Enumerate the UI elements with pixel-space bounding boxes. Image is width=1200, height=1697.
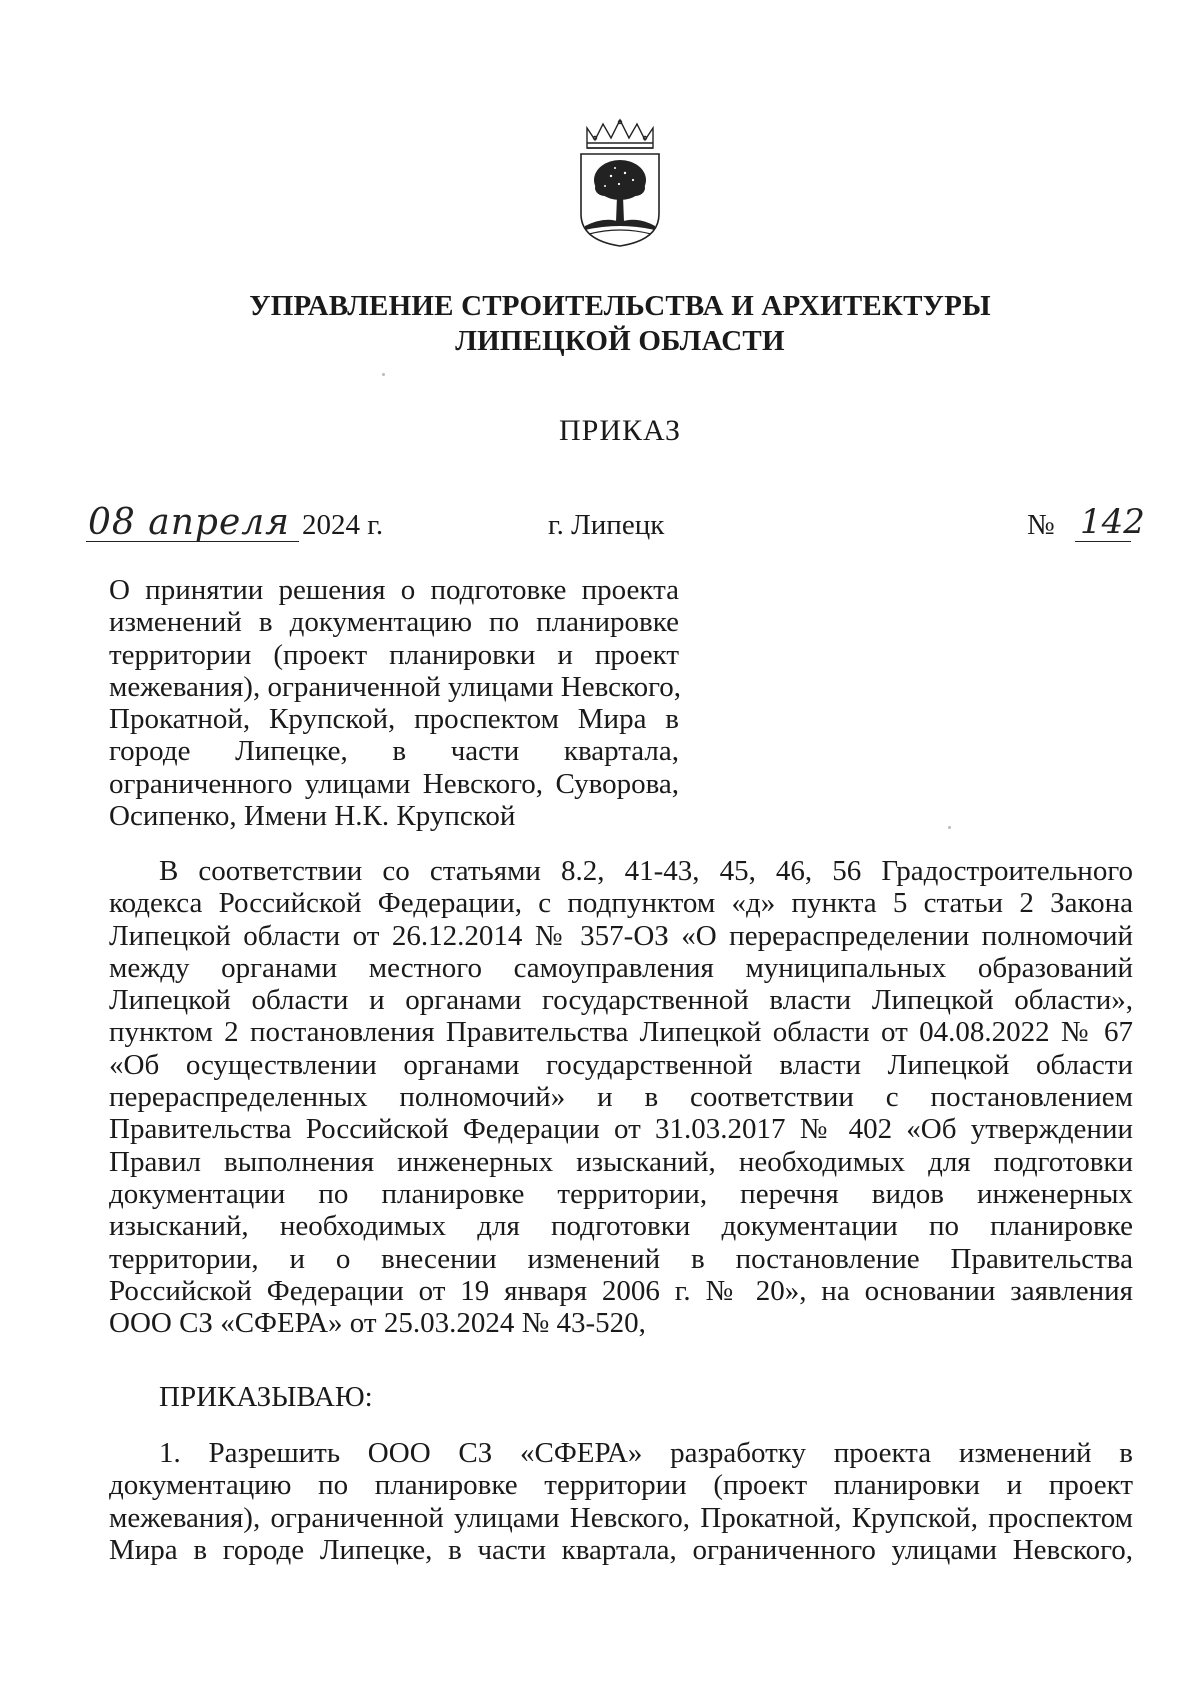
- handwritten-document-number: 142: [1080, 502, 1145, 542]
- document-year: 2024 г.: [302, 509, 384, 541]
- document-type-title: ПРИКАЗ: [559, 414, 681, 447]
- subject-line: территории (проект планировки и проект: [109, 638, 679, 671]
- subject-line: ограниченного улицами Невского, Суворова,: [109, 767, 679, 800]
- scan-speck: [382, 373, 385, 376]
- preamble-line: изысканий, необходимых для подготовки документации по планировке: [109, 1210, 1133, 1243]
- subject-line: городе Липецке, в части квартала,: [109, 735, 679, 768]
- subject-line: Осипенко, Имени Н.К. Крупской: [109, 800, 516, 833]
- handwritten-date: 08 апреля: [88, 502, 291, 543]
- preamble-line: Липецкой области от 26.12.2014 № 357-ОЗ «О перераспределении полномочий: [109, 919, 1133, 952]
- preamble-line: перераспределенных полномочий» и в соответствии с постановлением: [109, 1081, 1133, 1114]
- scan-speck: [948, 826, 951, 829]
- preamble-line: документации по планировке территории, перечня видов инженерных: [109, 1177, 1133, 1210]
- preamble-line: территории, и о внесении изменений в постановление Правительства: [109, 1242, 1133, 1275]
- preamble-line: В соответствии со статьями 8.2, 41-43, 45, 46, 56 Градостроительного: [159, 855, 1133, 887]
- coat-of-arms-emblem: [575, 118, 665, 248]
- item-line: документацию по планировке территории (проект планировки и проект: [109, 1469, 1133, 1502]
- organization-name-line1: УПРАВЛЕНИЕ СТРОИТЕЛЬСТВА И АРХИТЕКТУРЫ: [249, 290, 991, 322]
- preamble-line: «Об осуществлении органами государственной власти Липецкой области: [109, 1048, 1133, 1081]
- item-line: 1. Разрешить ООО СЗ «СФЕРА» разработку проекта изменений в: [159, 1437, 1133, 1469]
- organization-name-line2: ЛИПЕЦКОЙ ОБЛАСТИ: [455, 325, 785, 357]
- preamble-paragraph: [109, 855, 1133, 1339]
- order-item-1: [109, 1437, 1133, 1566]
- preamble-line: ООО СЗ «СФЕРА» от 25.03.2024 № 43-520,: [109, 1307, 646, 1340]
- order-word: ПРИКАЗЫВАЮ:: [159, 1381, 373, 1413]
- subject-line: изменений в документацию по планировке: [109, 606, 679, 639]
- preamble-line: Липецкой области и органами государственной власти Липецкой области»,: [109, 984, 1133, 1017]
- preamble-line: между органами местного самоуправления муниципальных образований: [109, 951, 1133, 984]
- item-line: Мира в городе Липецке, в части квартала, ограниченного улицами Невского,: [109, 1533, 1133, 1566]
- number-underline: [1075, 541, 1131, 542]
- preamble-line: Правительства Российской Федерации от 31.03.2017 № 402 «Об утверждении: [109, 1113, 1133, 1146]
- preamble-line: Российской Федерации от 19 января 2006 г. № 20», на основании заявления: [109, 1274, 1133, 1307]
- item-line: межевания), ограниченной улицами Невского, Прокатной, Крупской, проспектом: [109, 1501, 1133, 1534]
- preamble-line: кодекса Российской Федерации, с подпунктом «д» пункта 5 статьи 2 Закона: [109, 887, 1133, 920]
- number-sign: №: [1027, 509, 1055, 541]
- date-underline: [86, 541, 299, 542]
- subject-line: Прокатной, Крупской, проспектом Мира в: [109, 703, 679, 736]
- preamble-line: Правил выполнения инженерных изысканий, необходимых для подготовки: [109, 1145, 1133, 1178]
- subject-line: межевания), ограниченной улицами Невского,: [109, 670, 682, 703]
- preamble-line: пунктом 2 постановления Правительства Липецкой области от 04.08.2022 № 67: [109, 1016, 1133, 1049]
- subject-line: О принятии решения о подготовке проекта: [109, 574, 679, 606]
- document-subject: [109, 574, 682, 833]
- document-city: г. Липецк: [548, 509, 665, 541]
